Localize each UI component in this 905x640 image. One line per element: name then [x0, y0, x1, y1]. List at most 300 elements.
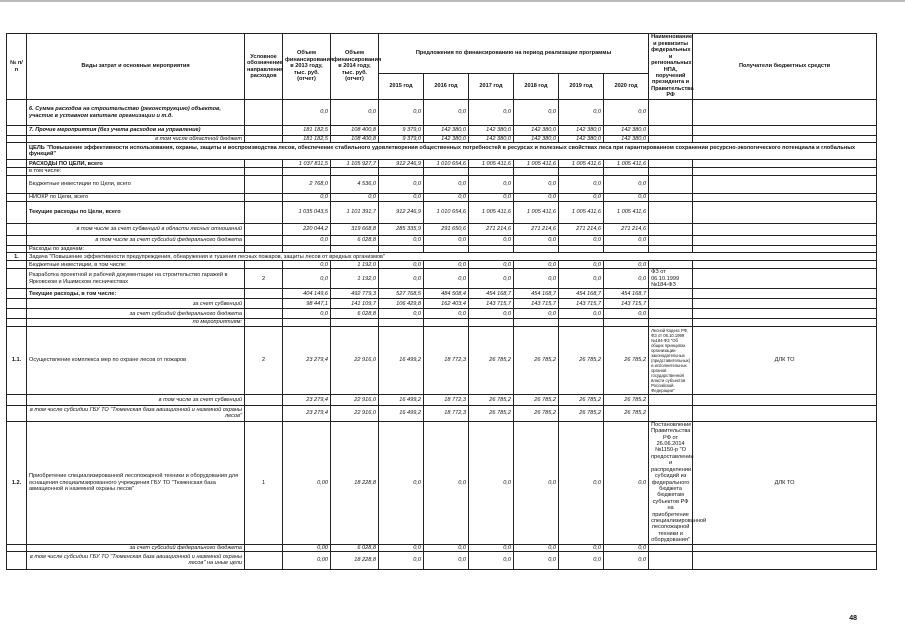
value-cell: 23 279,4	[283, 326, 331, 394]
value-cell: 0,0	[283, 193, 331, 201]
value-cell: 0,0	[559, 269, 604, 289]
col-kinds-header: Виды затрат и основные мероприятия	[27, 34, 245, 100]
value-cell: 108 400,8	[331, 126, 379, 136]
value-cell: 22 916,0	[331, 394, 379, 405]
npa-cell	[649, 544, 693, 551]
recipient-cell	[693, 100, 877, 126]
direction-code-cell: 2	[245, 269, 283, 289]
value-cell: 0,0	[604, 269, 649, 289]
value-cell: 142 380,0	[469, 126, 514, 136]
value-cell: 454 168,7	[604, 289, 649, 299]
value-cell: 1 037 811,5	[283, 160, 331, 168]
value-cell: 454 168,7	[469, 289, 514, 299]
value-cell: 0,0	[604, 544, 649, 551]
row-number-cell	[7, 394, 27, 405]
value-cell: 142 380,0	[559, 126, 604, 136]
direction-code-cell	[245, 193, 283, 201]
row-number-cell: 1.2.	[7, 421, 27, 544]
year-header: 2016 год	[424, 74, 469, 100]
value-cell: 0,0	[379, 544, 424, 551]
value-cell: 26 785,2	[514, 326, 559, 394]
col-vol2013-header: Объем финансирования в 2013 году, тыс. руб. (отчет)	[283, 34, 331, 100]
table-row-m11b	[7, 405, 877, 421]
table-row-t1_subv	[7, 299, 877, 309]
direction-code-cell	[245, 405, 283, 421]
year-header: 2018 год	[514, 74, 559, 100]
direction-code-cell	[245, 299, 283, 309]
empty-cell	[245, 168, 283, 175]
value-cell: 0,0	[559, 309, 604, 319]
value-cell: 0,0	[283, 235, 331, 245]
value-cell: 319 668,8	[331, 223, 379, 235]
value-cell: 0,0	[469, 544, 514, 551]
table-row-m12	[7, 421, 877, 544]
direction-code-cell	[245, 261, 283, 269]
year-header: 2015 год	[379, 74, 424, 100]
value-cell: 26 785,2	[604, 405, 649, 421]
row-number-cell	[7, 201, 27, 223]
row-label-cell: в том числе субсидии ГБУ ТО "Тюменская база авиационной и наземной охраны лесов"	[27, 405, 245, 421]
value-cell: 0,0	[424, 269, 469, 289]
value-cell: 18 228,8	[331, 421, 379, 544]
value-cell: 143 715,7	[469, 299, 514, 309]
value-cell: 0,0	[514, 175, 559, 193]
recipient-cell	[693, 405, 877, 421]
value-cell: 0,0	[559, 261, 604, 269]
value-cell: 1 005 411,6	[469, 201, 514, 223]
npa-cell	[649, 289, 693, 299]
row-label-cell: Приобретение специализированной лесопожарной техники и оборудования для оснащения специализированного учреждения ГБУ ТО "Тюменская база авиационной и наземной охраны лесов"	[27, 421, 245, 544]
row-number-cell	[7, 160, 27, 168]
row-label-cell: Бюджетные инвестиции, в том числе:	[27, 261, 245, 269]
row-number-cell	[7, 143, 27, 160]
value-cell: 26 785,2	[604, 326, 649, 394]
value-cell: 1 105 927,7	[331, 160, 379, 168]
direction-code-cell	[245, 100, 283, 126]
row-label-cell: по мероприятиям:	[27, 319, 245, 326]
recipient-cell	[693, 394, 877, 405]
section-label-cell: ЦЕЛЬ "Повышение эффективности использования, охраны, защиты и воспроизводства лесов, обеспечение стабильного удовлетворения общественных потребностей в ресурсах и полезных свойствах леса при гарантированном сохранении ресурсно-экологического потенциала и глобальных функций"	[27, 143, 877, 160]
direction-code-cell	[245, 289, 283, 299]
value-cell: 142 380,0	[514, 126, 559, 136]
value-cell: 0,0	[559, 100, 604, 126]
row-label-cell: 6. Сумма расходов на строительство (реконструкцию) объектов, участие в уставном капитале организации и т.д.	[27, 100, 245, 126]
recipient-cell	[693, 136, 877, 143]
value-cell: 1 035 043,5	[283, 201, 331, 223]
recipient-cell	[693, 551, 877, 569]
value-cell: 1 005 411,6	[559, 201, 604, 223]
empty-cell	[283, 245, 331, 252]
npa-cell	[649, 160, 693, 168]
empty-cell	[649, 319, 693, 326]
row-label-cell: Текущие расходы, в том числе:	[27, 289, 245, 299]
value-cell: 142 380,0	[514, 136, 559, 143]
col-proposals-header: Предложения по финансированию на период реализации программы	[379, 34, 649, 74]
value-cell: 18 772,3	[424, 326, 469, 394]
empty-cell	[559, 319, 604, 326]
value-cell: 1 010 654,6	[424, 201, 469, 223]
value-cell: 26 785,2	[604, 394, 649, 405]
row-number-cell	[7, 309, 27, 319]
value-cell: 142 380,0	[469, 136, 514, 143]
empty-cell	[693, 245, 877, 252]
value-cell: 0,0	[469, 193, 514, 201]
recipient-cell	[693, 289, 877, 299]
value-cell: 0,00	[283, 421, 331, 544]
npa-cell	[649, 551, 693, 569]
value-cell: 0,0	[559, 193, 604, 201]
value-cell: 0,0	[424, 261, 469, 269]
col-vol2014-header: Объем финансирования в 2014 году, тыс. руб. (отчет)	[331, 34, 379, 100]
value-cell: 9 379,0	[379, 136, 424, 143]
npa-cell	[649, 223, 693, 235]
value-cell: 0,0	[469, 269, 514, 289]
value-cell: 0,0	[514, 269, 559, 289]
table-row-m12b	[7, 551, 877, 569]
value-cell: 454 168,7	[559, 289, 604, 299]
value-cell: 0,00	[283, 551, 331, 569]
direction-code-cell	[245, 394, 283, 405]
recipient-cell: ДЛК ТО	[693, 326, 877, 394]
value-cell: 271 214,6	[514, 223, 559, 235]
row-number-cell: 1.	[7, 253, 27, 261]
value-cell: 1 005 411,6	[514, 160, 559, 168]
value-cell: 0,0	[469, 175, 514, 193]
value-cell: 26 785,2	[514, 405, 559, 421]
value-cell: 0,0	[283, 261, 331, 269]
value-cell: 0,0	[559, 551, 604, 569]
value-cell: 0,0	[604, 261, 649, 269]
value-cell: 0,0	[424, 100, 469, 126]
value-cell: 271 214,6	[469, 223, 514, 235]
value-cell: 1 101 391,7	[331, 201, 379, 223]
direction-code-cell	[245, 126, 283, 136]
recipient-cell	[693, 193, 877, 201]
value-cell: 0,0	[379, 551, 424, 569]
value-cell: 26 785,2	[469, 405, 514, 421]
value-cell: 18 772,3	[424, 405, 469, 421]
value-cell: 2 768,0	[283, 175, 331, 193]
recipient-cell	[693, 235, 877, 245]
empty-cell	[514, 245, 559, 252]
recipient-cell: ДЛК ТО	[693, 421, 877, 544]
value-cell: 0,0	[469, 309, 514, 319]
direction-code-cell	[245, 309, 283, 319]
empty-cell	[245, 245, 283, 252]
value-cell: 162 403,4	[424, 299, 469, 309]
row-label-cell: НИОКР по Цели, всего	[27, 193, 245, 201]
value-cell: 23 279,4	[283, 394, 331, 405]
recipient-cell	[693, 299, 877, 309]
table-body	[7, 100, 877, 570]
value-cell: 0,0	[604, 100, 649, 126]
value-cell: 0,0	[559, 421, 604, 544]
empty-cell	[693, 168, 877, 175]
table-row-m11a	[7, 394, 877, 405]
value-cell: 141 109,7	[331, 299, 379, 309]
value-cell: 0,0	[604, 551, 649, 569]
table-row-goal	[7, 143, 877, 160]
value-cell: 23 279,4	[283, 405, 331, 421]
table-row-t1_design	[7, 269, 877, 289]
row-number-cell	[7, 235, 27, 245]
table-row-expenses	[7, 160, 877, 168]
table-row-by_tasks	[7, 245, 877, 252]
npa-cell	[649, 235, 693, 245]
row-number-cell	[7, 269, 27, 289]
value-cell: 0,0	[514, 309, 559, 319]
empty-cell	[331, 168, 379, 175]
table-row-t1_inv	[7, 261, 877, 269]
value-cell: 0,0	[424, 421, 469, 544]
page-number: 48	[849, 615, 857, 622]
value-cell: 22 916,0	[331, 326, 379, 394]
empty-cell	[604, 168, 649, 175]
empty-cell	[559, 245, 604, 252]
empty-cell	[245, 319, 283, 326]
empty-cell	[693, 319, 877, 326]
value-cell: 6 028,8	[331, 309, 379, 319]
value-cell: 0,0	[559, 175, 604, 193]
table-row-cur_sub	[7, 223, 877, 235]
value-cell: 0,0	[514, 235, 559, 245]
value-cell: 271 214,6	[559, 223, 604, 235]
row-number-cell	[7, 100, 27, 126]
empty-cell	[469, 319, 514, 326]
value-cell: 142 380,0	[424, 126, 469, 136]
value-cell: 1 010 654,6	[424, 160, 469, 168]
table-row-r6	[7, 100, 877, 126]
value-cell: 16 499,2	[379, 326, 424, 394]
value-cell: 0,0	[469, 100, 514, 126]
table-row-cur_fed	[7, 235, 877, 245]
direction-code-cell	[245, 223, 283, 235]
col-num-header: № п/п	[7, 34, 27, 100]
npa-cell	[649, 261, 693, 269]
value-cell: 454 168,7	[514, 289, 559, 299]
direction-code-cell	[245, 160, 283, 168]
recipient-cell	[693, 175, 877, 193]
empty-cell	[559, 168, 604, 175]
row-number-cell	[7, 289, 27, 299]
recipient-cell	[693, 126, 877, 136]
empty-cell	[283, 168, 331, 175]
empty-cell	[379, 245, 424, 252]
value-cell: 0,0	[514, 100, 559, 126]
row-number-cell: 1.1.	[7, 326, 27, 394]
value-cell: 0,0	[469, 235, 514, 245]
npa-cell	[649, 405, 693, 421]
npa-cell	[649, 193, 693, 201]
value-cell: 181 182,5	[283, 126, 331, 136]
row-number-cell	[7, 551, 27, 569]
value-cell: 912 246,9	[379, 201, 424, 223]
empty-cell	[283, 319, 331, 326]
row-number-cell	[7, 299, 27, 309]
value-cell: 0,0	[424, 235, 469, 245]
value-cell: 0,0	[283, 269, 331, 289]
value-cell: 0,0	[379, 421, 424, 544]
row-number-cell	[7, 126, 27, 136]
top-border-line	[0, 0, 905, 2]
empty-cell	[469, 245, 514, 252]
direction-code-cell	[245, 551, 283, 569]
npa-cell	[649, 100, 693, 126]
value-cell: 1 192,0	[331, 269, 379, 289]
row-label-cell: Осуществление комплекса мер по охране лесов от пожаров	[27, 326, 245, 394]
empty-cell	[469, 168, 514, 175]
value-cell: 1 005 411,6	[469, 160, 514, 168]
value-cell: 22 916,0	[331, 405, 379, 421]
col-npa-header: Наименование и реквизиты федеральных и региональных НПА, поручений президента и Правительства РФ	[649, 34, 693, 100]
row-label-cell: 7. Прочие мероприятия (без учета расходов на управление)	[27, 126, 245, 136]
recipient-cell	[693, 269, 877, 289]
npa-cell	[649, 136, 693, 143]
row-label-cell: за счет субсидий федерального бюджета	[27, 309, 245, 319]
value-cell: 143 715,7	[559, 299, 604, 309]
value-cell: 26 785,2	[469, 326, 514, 394]
value-cell: 0,0	[283, 100, 331, 126]
value-cell: 285 335,9	[379, 223, 424, 235]
value-cell: 0,0	[424, 551, 469, 569]
value-cell: 0,0	[424, 309, 469, 319]
table-row-r7	[7, 126, 877, 136]
npa-cell	[649, 394, 693, 405]
npa-cell	[649, 309, 693, 319]
value-cell: 0,0	[514, 193, 559, 201]
table-row-budget_inv	[7, 175, 877, 193]
value-cell: 0,0	[331, 193, 379, 201]
direction-code-cell	[245, 201, 283, 223]
value-cell: 0,0	[604, 309, 649, 319]
direction-code-cell	[245, 544, 283, 551]
table-row-current	[7, 201, 877, 223]
row-number-cell	[7, 245, 27, 252]
year-header: 2020 год	[604, 74, 649, 100]
value-cell: 220 044,2	[283, 223, 331, 235]
value-cell: 912 246,9	[379, 160, 424, 168]
value-cell: 0,0	[424, 544, 469, 551]
row-number-cell	[7, 193, 27, 201]
section-label-cell: Задача "Повышение эффективности предупреждения, обнаружения и тушения лесных пожаров, защиты лесов от вредных организмов"	[27, 253, 877, 261]
row-number-cell	[7, 175, 27, 193]
value-cell: 0,0	[424, 175, 469, 193]
row-label-cell: в том числе за счет субсидий федерального бюджета	[27, 235, 245, 245]
value-cell: 0,0	[379, 193, 424, 201]
value-cell: 1 192,0	[331, 261, 379, 269]
value-cell: 142 380,0	[559, 136, 604, 143]
value-cell: 142 380,0	[604, 136, 649, 143]
value-cell: 1 005 411,6	[514, 201, 559, 223]
row-number-cell	[7, 168, 27, 175]
value-cell: 0,0	[379, 269, 424, 289]
value-cell: 1 005 411,6	[604, 160, 649, 168]
value-cell: 0,0	[469, 421, 514, 544]
direction-code-cell	[245, 175, 283, 193]
table-row-t1_cur	[7, 289, 877, 299]
value-cell: 142 380,0	[424, 136, 469, 143]
value-cell: 143 715,7	[604, 299, 649, 309]
value-cell: 6 028,8	[331, 544, 379, 551]
value-cell: 143 715,7	[514, 299, 559, 309]
value-cell: 0,0	[514, 261, 559, 269]
value-cell: 0,0	[559, 235, 604, 245]
value-cell: 4 536,0	[331, 175, 379, 193]
value-cell: 108 400,8	[331, 136, 379, 143]
npa-cell	[649, 201, 693, 223]
empty-cell	[379, 168, 424, 175]
row-label-cell: в том числе за счет субвенций в области лесных отношений	[27, 223, 245, 235]
value-cell: 106 429,8	[379, 299, 424, 309]
direction-code-cell	[245, 235, 283, 245]
row-number-cell	[7, 544, 27, 551]
financing-table-sheet	[6, 33, 874, 570]
recipient-cell	[693, 201, 877, 223]
table-row-m12a	[7, 544, 877, 551]
npa-cell: ФЗ от 06.10.1999 №184-ФЗ	[649, 269, 693, 289]
value-cell: 0,0	[514, 421, 559, 544]
value-cell: 0,0	[514, 544, 559, 551]
direction-code-cell: 1	[245, 421, 283, 544]
value-cell: 0,0	[379, 235, 424, 245]
value-cell: 18 228,8	[331, 551, 379, 569]
year-header: 2019 год	[559, 74, 604, 100]
financing-table	[6, 33, 877, 570]
value-cell: 0,0	[379, 100, 424, 126]
row-number-cell	[7, 319, 27, 326]
value-cell: 9 379,0	[379, 126, 424, 136]
table-row-r7a	[7, 136, 877, 143]
value-cell: 0,00	[283, 544, 331, 551]
value-cell: 291 650,6	[424, 223, 469, 235]
row-label-cell: РАСХОДЫ ПО ЦЕЛИ, всего	[27, 160, 245, 168]
value-cell: 271 214,6	[604, 223, 649, 235]
empty-cell	[514, 319, 559, 326]
row-number-cell	[7, 223, 27, 235]
row-label-cell: Бюджетные инвестиции по Цели, всего	[27, 175, 245, 193]
row-label-cell: за счет субсидий федерального бюджета	[27, 544, 245, 551]
value-cell: 0,0	[604, 175, 649, 193]
table-row-m11	[7, 326, 877, 394]
npa-cell	[649, 299, 693, 309]
value-cell: 26 785,2	[514, 394, 559, 405]
empty-cell	[331, 245, 379, 252]
value-cell: 0,0	[604, 193, 649, 201]
value-cell: 1 005 411,6	[604, 201, 649, 223]
value-cell: 98 447,1	[283, 299, 331, 309]
npa-cell	[649, 175, 693, 193]
value-cell: 404 149,6	[283, 289, 331, 299]
row-label-cell: Текущие расходы по Цели, всего	[27, 201, 245, 223]
value-cell: 26 785,2	[559, 394, 604, 405]
empty-cell	[604, 245, 649, 252]
value-cell: 16 499,2	[379, 394, 424, 405]
value-cell: 181 182,5	[283, 136, 331, 143]
value-cell: 484 508,4	[424, 289, 469, 299]
value-cell: 18 772,3	[424, 394, 469, 405]
value-cell: 26 785,2	[469, 394, 514, 405]
value-cell: 26 785,2	[559, 405, 604, 421]
row-number-cell	[7, 405, 27, 421]
value-cell: 0,0	[469, 551, 514, 569]
empty-cell	[649, 245, 693, 252]
row-number-cell	[7, 136, 27, 143]
col-recipients-header: Получатели бюджетных средств	[693, 34, 877, 100]
value-cell: 527 768,5	[379, 289, 424, 299]
value-cell: 16 499,2	[379, 405, 424, 421]
table-row-niokr	[7, 193, 877, 201]
empty-cell	[424, 245, 469, 252]
